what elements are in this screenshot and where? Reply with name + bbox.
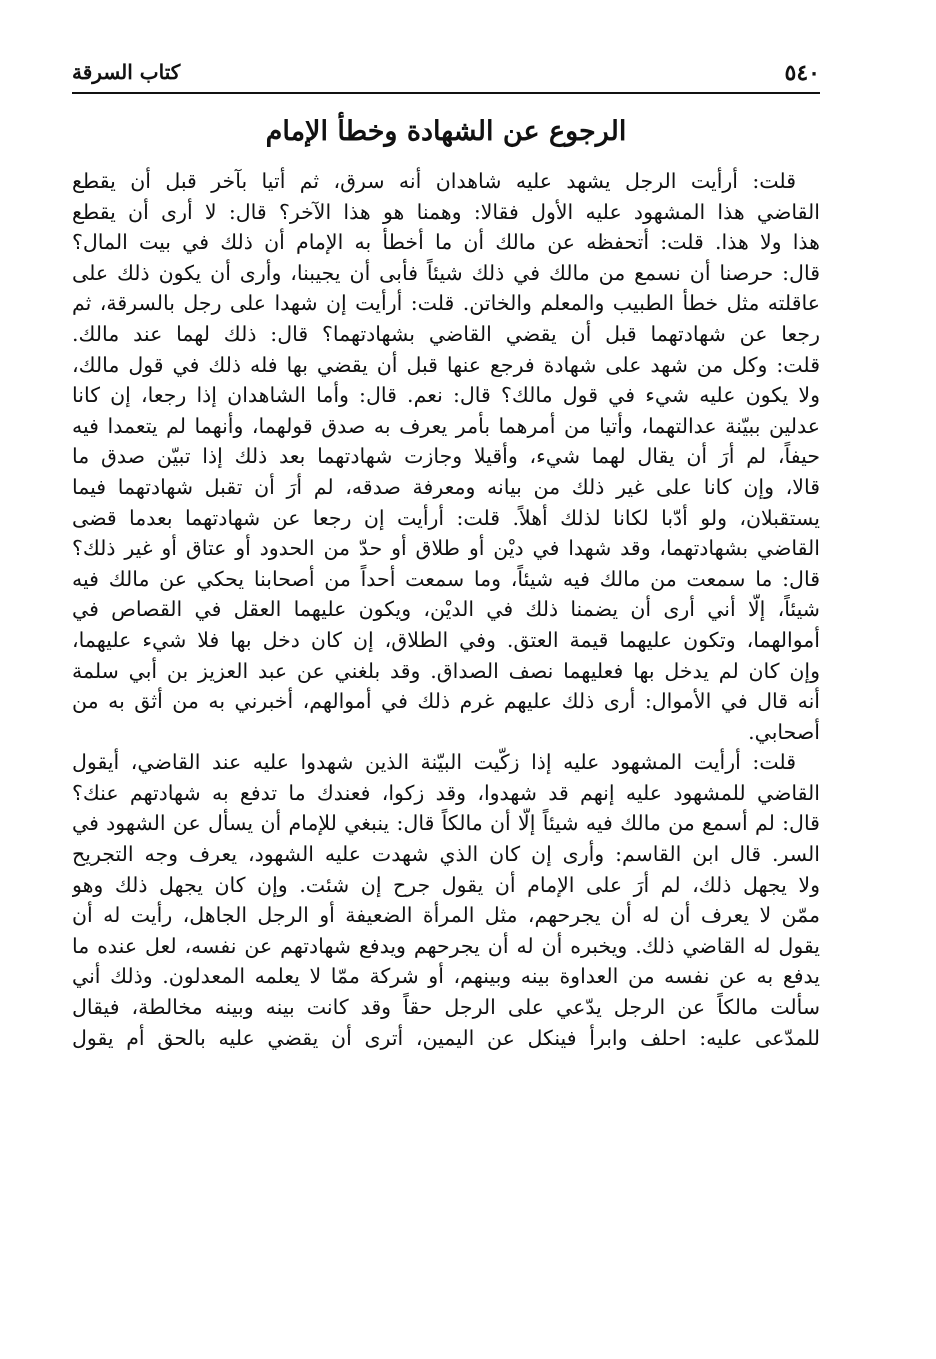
text-line: حيفاً، لم أرَ أن يقال لهما شيء، وأقيلا وجازت شهادتهما بعد ذلك إذا تبيّن صدق ما [72,444,820,469]
text-line: ولا يجهل ذلك، لم أرَ على الإمام أن يقول جرح إن شئت. وإن كان يجهل ذلك وهو [72,872,820,897]
text-line: للمدّعى عليه: احلف وابرأ فينكل عن اليمين، أترى أن يقضي عليه بالحق أم يقول [72,1025,820,1050]
page-number: ٥٤٠ [784,60,820,86]
book-title: كتاب السرقة [72,60,181,84]
running-header [72,54,820,94]
text-line: القاضي للمشهود عليه إنهم قد شهدوا، وقد زكوا، فعندك ما تدفع به شهادتهم عنك؟ [72,780,820,805]
text-line: قلت: أرأيت المشهود عليه إذا زكّيت البيّنة الذين شهدوا عليه عند القاضي، أيقول [72,750,796,775]
text-line: السر. قال ابن القاسم: وأرى إن كان الذي شهدت عليه الشهود، يعرف وجه التجريح [72,842,820,867]
text-line: يقول له القاضي ذلك. ويخبره أن له أن يجرحهم ويدفع شهادتهم عن نفسه، لعل عنده ما [72,933,820,958]
text-line: قلت: وكل من شهد على شهادة فرجع عنها قبل أن يقضي بها فله ذلك في قول مالك، [72,352,820,377]
body-text [72,166,820,1053]
text-line: أنه قال في الأموال: أرى ذلك عليهم غرم ذلك في أموالهم، أخبرني به من أثق به من [72,689,820,714]
text-line: عدلين ببيّنة عدالتهما، وأتيا من أمرهما بأمر يعرف به صدق قولهما، وأنهما لم يتعمدا فيه [72,413,820,438]
text-line: القاضي بشهادتهما، وقد شهدا في ديْن أو طلاق أو حدّ من الحدود أو عتاق أو غير ذلك؟ [72,536,820,561]
text-line: أموالهما، وتكون عليهما قيمة العتق. وفي الطلاق، إن كان دخل بها فلا شيء عليهما، [72,627,820,652]
paragraph-1 [72,166,820,747]
text-line: القاضي هذا المشهود عليه الأول فقالا: وهمنا هو هذا الآخر؟ قال: لا أرى أن يقطع [72,199,820,224]
paragraph-2 [72,747,820,1053]
text-line: قال: لم أسمع من مالك فيه شيئاً إلّا أن مالكاً قال: ينبغي للإمام أن يسأل عن الشهود في [72,811,820,836]
text-line: قالا، وإن كانا على غير ذلك من بيانه ومعرفة صدقه، لم أرَ أن تقبل شهادتهما فيما [72,474,820,499]
text-line: ممّن لا يعرف أن له أن يجرحهم، مثل المرأة الضعيفة أو الرجل الجاهل، رأيت له أن [72,903,820,928]
text-line: رجعا عن شهادتهما قبل أن يقضي القاضي بشهادتهما؟ قال: ذلك لهما عند مالك. [72,321,820,346]
chapter-heading: الرجوع عن الشهادة وخطأ الإمام [265,116,627,147]
text-line: يستقبلان، ولو أدّبا لكانا لذلك أهلاً. قلت: أرأيت إن رجعا عن شهادتهما بعدما قضى [72,505,820,530]
text-line: عاقلته مثل خطأ الطبيب والمعلم والخاتن. قلت: أرأيت إن شهدا على رجل بالسرقة، ثم [72,291,820,316]
text-line: قلت: أرأيت الرجل يشهد عليه شاهدان أنه سرق، ثم أتيا بآخر قبل أن يقطع [72,169,796,193]
text-line: قال: ما سمعت من مالك فيه شيئاً، وما سمعت أحداً من أصحابنا يحكي عن مالك فيه [72,566,820,591]
text-line: شيئاً، إلّا أني أرى أن يضمنا ذلك في الديْن، ويكون عليهما العقل في القصاص في [72,597,820,622]
text-line: قال: حرصنا أن نسمع من مالك في ذلك شيئاً فأبى أن يجيبنا، وأرى أن يكون ذلك على [72,260,820,285]
text-line: أصحابي. [748,719,820,744]
text-line: هذا ولا هذا. قلت: أتحفظه عن مالك أن ما أخطأ به الإمام أن ذلك في بيت المال؟ [72,230,820,255]
text-line: وإن كان لم يدخل بها فعليهما نصف الصداق. وقد بلغني عن عبد العزيز بن أبي سلمة [72,658,820,683]
text-line: ولا يكون عليه شيء في قول مالك؟ قال: نعم. قال: وأما الشاهدان إذا رجعا، إن كانا [72,383,820,408]
text-line: يدفع به عن نفسه من العداوة بينه وبينهم، أو شركة ممّا لا يعلمه المعدلون. وذلك أني [72,964,820,989]
text-line: سألت مالكاً عن الرجل يدّعي على الرجل حقاً وقد كانت بينه وبينه مخالطة، فيقال [72,995,820,1020]
